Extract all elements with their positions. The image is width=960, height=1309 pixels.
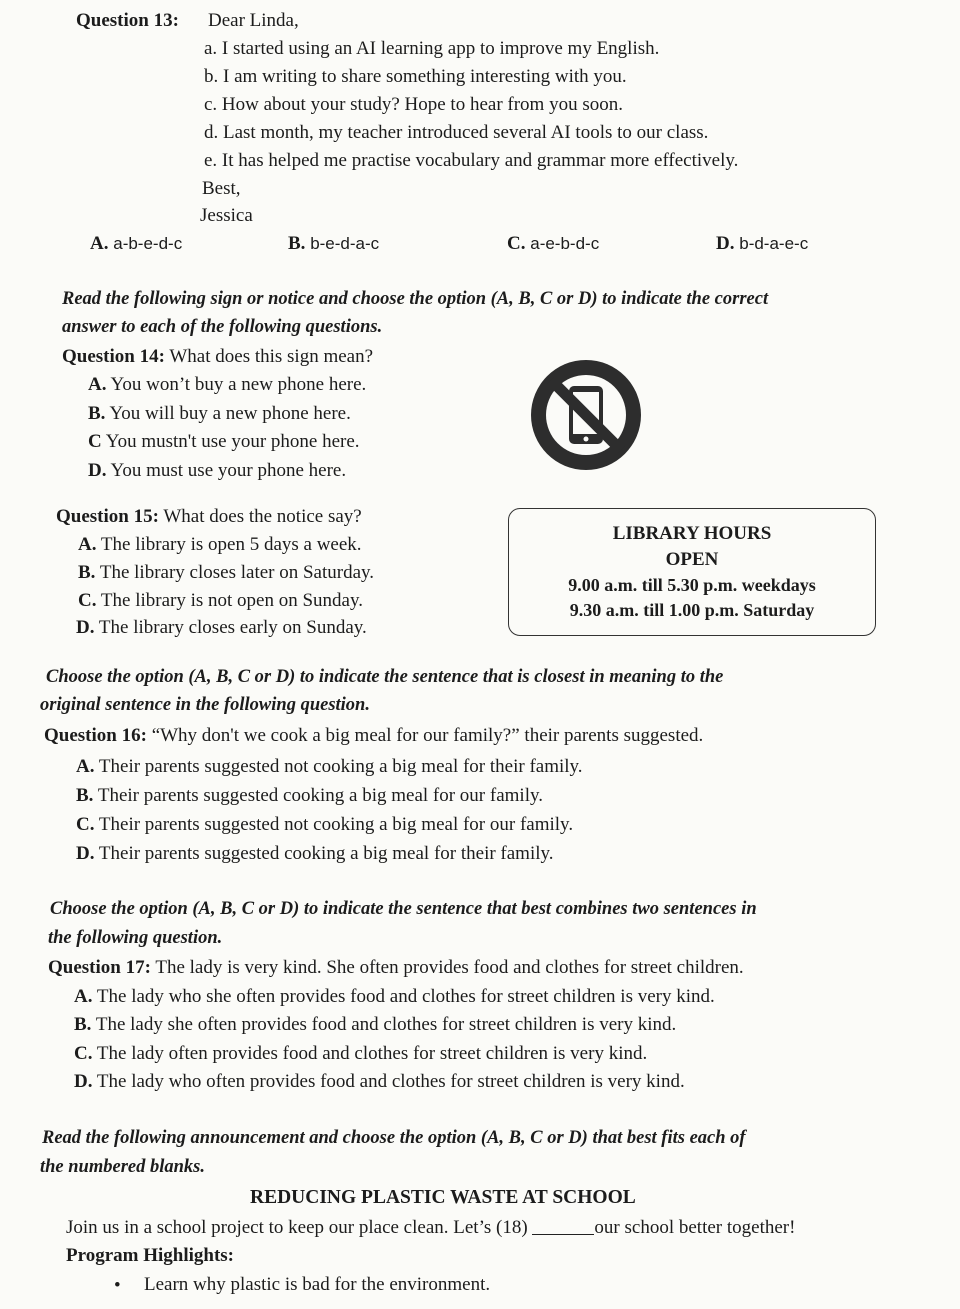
announcement-line1 <box>66 1216 795 1239</box>
q17-option-b[interactable] <box>74 1014 676 1036</box>
option-text: Their parents suggested cooking a big meal for our family. <box>97 785 543 806</box>
q17-prompt: The lady is very kind. She often provides food and clothes for street children. <box>155 957 744 978</box>
library-notice <box>508 508 876 636</box>
option-text: The lady who often provides food and clothes for street children is very kind. <box>96 1071 685 1092</box>
q16-option-b[interactable] <box>76 785 543 807</box>
q15-option-a[interactable] <box>78 534 362 556</box>
no-phone-sign-icon <box>527 356 645 474</box>
q15-prompt: What does the notice say? <box>163 506 362 527</box>
option-letter: B. <box>288 233 306 254</box>
q16-question <box>44 725 703 747</box>
q13-option-a[interactable] <box>90 233 182 255</box>
notice-line-saturday: 9.30 a.m. till 1.00 p.m. Saturday <box>569 600 815 620</box>
letter-line-e: e. It has helped me practise vocabulary and grammar more effectively. <box>204 150 739 171</box>
instruction-meaning-line1: Choose the option (A, B, C or D) to indicate the sentence that is closest in meaning to the <box>46 667 724 687</box>
instruction-combine-line2: the following question. <box>48 928 223 948</box>
letter-greeting: Dear Linda, <box>208 10 299 31</box>
option-letter: D. <box>76 617 95 638</box>
option-text: The lady she often provides food and clothes for street children is very kind. <box>95 1014 677 1035</box>
announcement-title: REDUCING PLASTIC WASTE AT SCHOOL <box>250 1187 636 1208</box>
option-text: You must use your phone here. <box>110 460 347 481</box>
program-highlights-label: Program Highlights: <box>66 1245 235 1266</box>
option-letter: B. <box>88 403 106 424</box>
option-text: Their parents suggested not cooking a big meal for our family. <box>98 814 574 835</box>
q14-prompt: What does this sign mean? <box>169 346 374 367</box>
letter-signature: Jessica <box>200 205 253 226</box>
announcement-line1-after: our school better together! <box>594 1217 796 1238</box>
q15-option-d[interactable] <box>76 617 367 639</box>
q14-option-a[interactable] <box>88 374 366 396</box>
option-letter: A. <box>90 233 109 254</box>
notice-title: LIBRARY HOURS <box>612 523 772 544</box>
q17-option-c[interactable] <box>74 1043 647 1065</box>
highlight-bullet-1: Learn why plastic is bad for the environment. <box>144 1274 491 1295</box>
letter-line-c: c. How about your study? Hope to hear from you soon. <box>204 94 623 115</box>
option-text: b-d-a-e-c <box>739 234 809 253</box>
q14-option-d[interactable] <box>88 460 346 482</box>
q13-title: Question 13: <box>76 10 179 31</box>
option-letter: D. <box>716 233 735 254</box>
option-text: a-b-e-d-c <box>113 234 183 253</box>
q16-option-d[interactable] <box>76 843 554 865</box>
option-text: Their parents suggested cooking a big meal for their family. <box>98 843 554 864</box>
option-letter: A. <box>78 534 97 555</box>
q14-option-b[interactable] <box>88 403 351 425</box>
q15-question <box>56 506 362 528</box>
instruction-announcement-line1: Read the following announcement and choose the option (A, B, C or D) that best fits each of <box>42 1128 746 1148</box>
bullet-icon: • <box>114 1275 121 1296</box>
option-text: You won’t buy a new phone here. <box>110 374 367 395</box>
q15-option-c[interactable] <box>78 590 363 612</box>
option-text: The library is not open on Sunday. <box>100 590 363 611</box>
q14-question <box>62 346 373 368</box>
option-text: The lady often provides food and clothes for street children is very kind. <box>96 1043 648 1064</box>
q16-option-c[interactable] <box>76 814 573 836</box>
option-text: The library closes early on Sunday. <box>98 617 367 638</box>
q13-option-b[interactable] <box>288 233 379 255</box>
option-letter: B. <box>76 785 94 806</box>
option-letter: D. <box>88 460 107 481</box>
option-letter: B. <box>78 562 96 583</box>
option-letter: C. <box>76 814 95 835</box>
instruction-sign-line2: answer to each of the following questions. <box>62 317 383 337</box>
q17-option-d[interactable] <box>74 1071 685 1093</box>
instruction-combine-line1: Choose the option (A, B, C or D) to indicate the sentence that best combines two sentences in <box>50 899 757 919</box>
option-text: You mustn't use your phone here. <box>105 431 360 452</box>
q17-title: Question 17: <box>48 957 151 978</box>
instruction-sign-line1: Read the following sign or notice and choose the option (A, B, C or D) to indicate the correct <box>62 289 769 309</box>
option-letter: C. <box>78 590 97 611</box>
q15-option-b[interactable] <box>78 562 374 584</box>
q15-title: Question 15: <box>56 506 159 527</box>
option-letter: C <box>88 431 102 452</box>
letter-line-a: a. I started using an AI learning app to improve my English. <box>204 38 660 59</box>
option-text: Their parents suggested not cooking a big meal for their family. <box>98 756 583 777</box>
option-letter: A. <box>74 986 93 1007</box>
q14-title: Question 14: <box>62 346 165 367</box>
q14-option-c[interactable] <box>88 431 360 453</box>
q13-option-c[interactable] <box>507 233 599 255</box>
notice-line-weekdays: 9.00 a.m. till 5.30 p.m. weekdays <box>568 575 816 595</box>
letter-line-d: d. Last month, my teacher introduced several AI tools to our class. <box>204 122 709 143</box>
q17-question <box>48 957 744 979</box>
option-letter: C. <box>507 233 526 254</box>
option-text: The library closes later on Saturday. <box>99 562 375 583</box>
q13-option-d[interactable] <box>716 233 808 255</box>
letter-line-b: b. I am writing to share something interesting with you. <box>204 66 627 87</box>
option-letter: D. <box>74 1071 93 1092</box>
blank-18[interactable] <box>532 1216 594 1235</box>
letter-closing: Best, <box>202 178 241 199</box>
q16-title: Question 16: <box>44 725 147 746</box>
q16-option-a[interactable] <box>76 756 583 778</box>
option-letter: A. <box>76 756 95 777</box>
notice-subtitle: OPEN <box>665 549 719 570</box>
option-text: The library is open 5 days a week. <box>100 534 362 555</box>
announcement-line1-before: Join us in a school project to keep our place clean. Let’s (18) <box>66 1217 528 1238</box>
option-letter: C. <box>74 1043 93 1064</box>
instruction-announcement-line2: the numbered blanks. <box>40 1157 205 1177</box>
instruction-meaning-line2: original sentence in the following question. <box>40 695 370 715</box>
q16-prompt: “Why don't we cook a big meal for our family?” their parents suggested. <box>151 725 704 746</box>
option-letter: D. <box>76 843 95 864</box>
option-text: b-e-d-a-c <box>310 234 380 253</box>
q17-option-a[interactable] <box>74 986 715 1008</box>
option-text: The lady who she often provides food and clothes for street children is very kind. <box>96 986 715 1007</box>
option-text: a-e-b-d-c <box>530 234 600 253</box>
option-letter: A. <box>88 374 107 395</box>
option-text: You will buy a new phone here. <box>109 403 351 424</box>
option-letter: B. <box>74 1014 92 1035</box>
